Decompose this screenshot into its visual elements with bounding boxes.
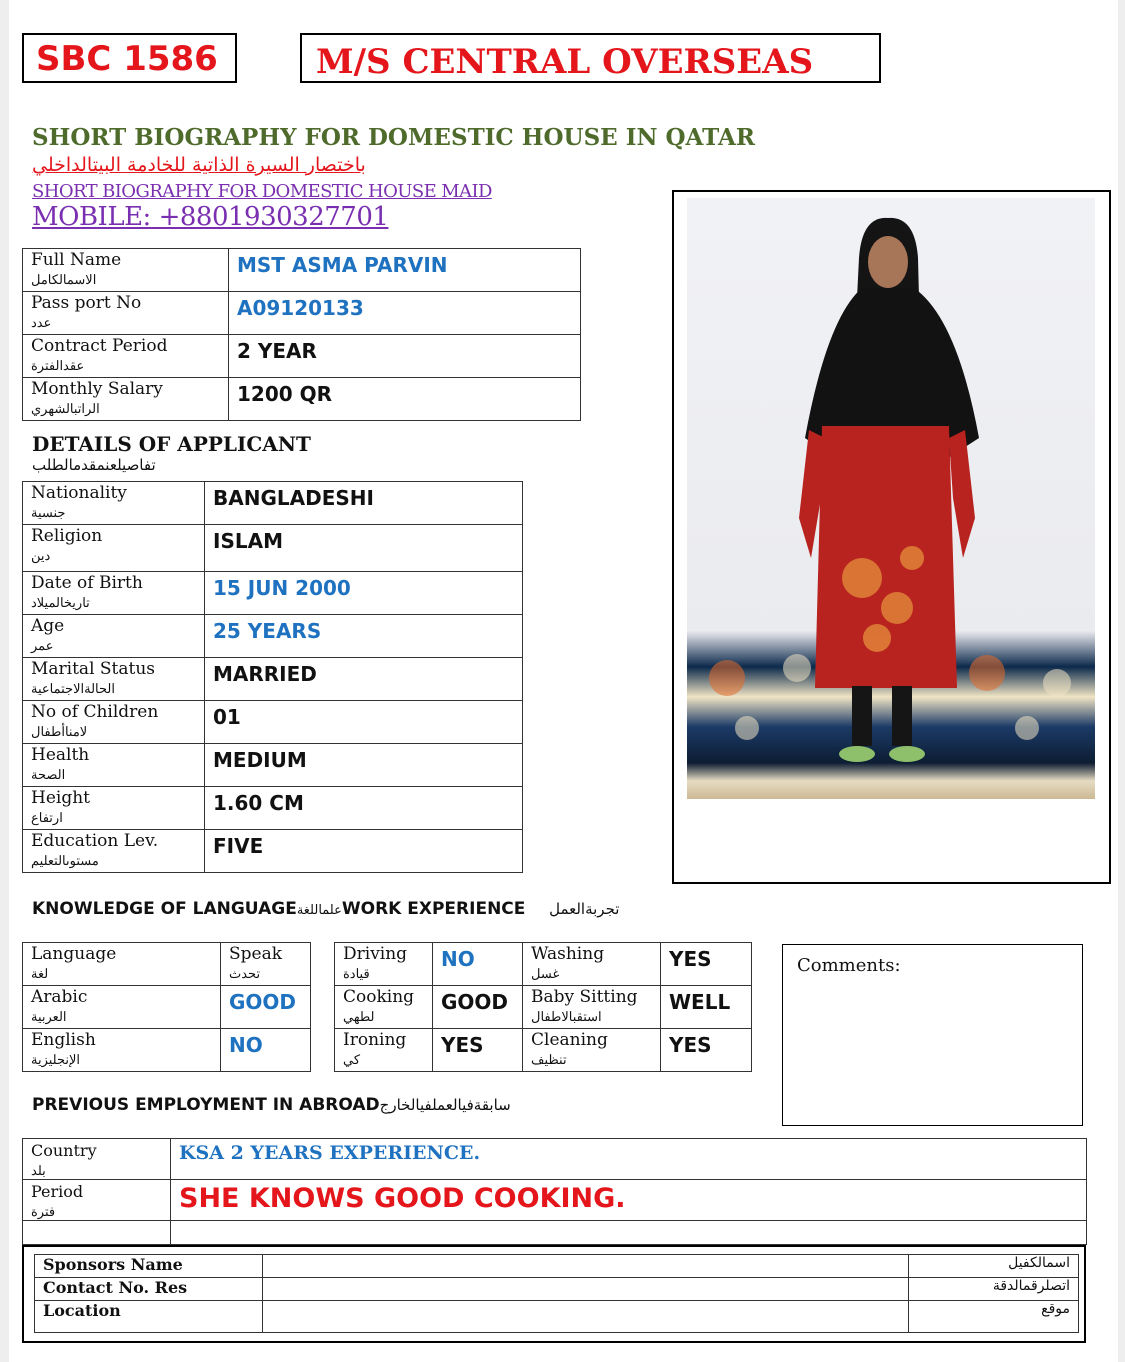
applicant-photo-figure [687, 198, 1095, 799]
country-label-ar: بلد [31, 1164, 46, 1179]
table-row [35, 1278, 1079, 1301]
period-value: SHE KNOWS GOOD COOKING. [171, 1180, 1087, 1221]
agency-text: M/S CENTRAL OVERSEAS [316, 42, 814, 82]
page-edge-right [1118, 0, 1125, 1362]
location-field[interactable] [263, 1301, 909, 1333]
salary-value: 1200 QR [229, 378, 581, 421]
language-heading: KNOWLEDGE OF LANGUAGE [32, 899, 297, 919]
marital-value: MARRIED [205, 658, 523, 701]
language-col-label-ar: لغة [31, 967, 49, 982]
sub-title: SHORT BIOGRAPHY FOR DOMESTIC HOUSE MAID [32, 181, 492, 202]
field-label: Contract Period [31, 336, 168, 356]
period-label: Period [31, 1182, 84, 1201]
table-row [23, 986, 311, 1029]
table-row [23, 943, 311, 986]
table-row [23, 482, 523, 525]
contact-label-ar: اتصلرقمالدقة [909, 1278, 1079, 1301]
code-box [22, 33, 237, 83]
field-label: Health [31, 745, 90, 765]
comments-box[interactable] [782, 944, 1083, 1126]
field-label-ar: تاريخالميلاد [31, 596, 90, 611]
field-label-ar: ارتفاع [31, 811, 63, 826]
code-text: SBC 1586 [36, 39, 218, 79]
field-label: Marital Status [31, 659, 156, 679]
skill-label-ar: استقبالاطفال [531, 1010, 602, 1025]
height-value: 1.60 CM [205, 787, 523, 830]
country-value: KSA 2 YEARS EXPERIENCE. [171, 1139, 1087, 1180]
period-label-ar: فترة [31, 1205, 56, 1220]
field-label: Pass port No [31, 293, 142, 313]
field-label: No of Children [31, 702, 159, 722]
page-edge-left [0, 0, 9, 1362]
health-value: MEDIUM [205, 744, 523, 787]
table-row [23, 658, 523, 701]
religion-value: ISLAM [205, 525, 523, 572]
work-heading-ar: تجربةالعمل [549, 900, 620, 918]
language-name: English [31, 1030, 96, 1050]
skill-label-ar: لطهي [343, 1010, 375, 1025]
field-label-ar: دين [31, 549, 51, 564]
field-label-ar: الاسمالكامل [31, 273, 97, 288]
field-label: Religion [31, 526, 103, 546]
language-heading-ar: علماللغة [296, 903, 342, 918]
table-row [23, 378, 581, 421]
dob-value: 15 JUN 2000 [205, 572, 523, 615]
location-label: Location [35, 1301, 263, 1333]
details-heading-ar: تفاصيلعنمقدمالطلب [32, 456, 156, 474]
applicant-photo [687, 198, 1095, 799]
table-row [35, 1301, 1079, 1333]
previous-heading-ar: سابقةفيالعملفيالخارج [379, 1096, 511, 1114]
sponsor-outer-box [22, 1245, 1086, 1343]
field-label: Age [31, 616, 65, 636]
table-row [23, 292, 581, 335]
previous-employment-table [22, 1138, 1087, 1245]
skill-label: Baby Sitting [531, 987, 638, 1007]
table-row [23, 744, 523, 787]
table-row [35, 1255, 1079, 1278]
skill-label: Washing [531, 944, 605, 964]
field-label-ar: عقدالفترة [31, 359, 85, 374]
country-label: Country [31, 1141, 97, 1160]
mobile-number: MOBILE: +8801930327701 [32, 202, 389, 232]
table-row [23, 249, 581, 292]
table-row [335, 1029, 752, 1072]
children-value: 01 [205, 701, 523, 744]
language-name-ar: العربية [31, 1010, 67, 1025]
field-label-ar: جنسية [31, 506, 66, 521]
skill-label: Cooking [343, 987, 415, 1007]
cooking-value: GOOD [433, 986, 523, 1029]
previous-heading-text: PREVIOUS EMPLOYMENT IN ABROAD [32, 1095, 380, 1115]
skill-label-ar: غسل [531, 967, 560, 982]
arabic-title: باختصار السيرة الذاتية للخادمة البيتالداخلي [32, 154, 366, 176]
field-label-ar: عمر [31, 639, 54, 654]
age-value: 25 YEARS [205, 615, 523, 658]
language-table [22, 942, 311, 1072]
table-row [23, 525, 523, 572]
english-level: NO [221, 1029, 311, 1072]
table-row [23, 787, 523, 830]
field-label: Full Name [31, 250, 122, 270]
table-row [335, 943, 752, 986]
contact-label: Contact No. Res [35, 1278, 263, 1301]
skill-label: Ironing [343, 1030, 407, 1050]
work-experience-table [334, 942, 752, 1072]
location-label-ar: موقع [909, 1301, 1079, 1333]
field-label: Education Lev. [31, 831, 159, 851]
field-label: Monthly Salary [31, 379, 163, 399]
washing-value: YES [661, 943, 752, 986]
details-table [22, 481, 523, 873]
table-row [23, 1029, 311, 1072]
sponsor-table [34, 1254, 1079, 1333]
sponsor-name-label: Sponsors Name [35, 1255, 263, 1278]
skill-label: Driving [343, 944, 408, 964]
field-label-ar: لامناأطفال [31, 725, 88, 740]
passport-value: A09120133 [229, 292, 581, 335]
field-label-ar: عدد [31, 316, 52, 331]
table-row [23, 335, 581, 378]
table-row [23, 1180, 1087, 1221]
table-row [23, 701, 523, 744]
skill-label-ar: تنظيف [531, 1053, 567, 1068]
language-col-label: Language [31, 944, 117, 964]
arabic-level: GOOD [221, 986, 311, 1029]
details-heading [32, 432, 311, 474]
work-heading: WORK EXPERIENCE [341, 899, 526, 919]
sponsor-name-field[interactable] [263, 1255, 909, 1278]
baby-sitting-value: WELL [661, 986, 752, 1029]
cleaning-value: YES [661, 1029, 752, 1072]
field-label: Date of Birth [31, 573, 143, 593]
agency-box [300, 33, 881, 83]
full-name-value: MST ASMA PARVIN [229, 249, 581, 292]
language-name: Arabic [31, 987, 88, 1007]
skills-heading [32, 899, 619, 919]
field-label: Nationality [31, 483, 127, 503]
field-label-ar: مستوىالتعليم [31, 854, 99, 869]
contract-value: 2 YEAR [229, 335, 581, 378]
table-row [23, 830, 523, 873]
table-row [23, 1221, 1087, 1245]
field-label: Height [31, 788, 90, 808]
field-label-ar: الصحة [31, 768, 66, 783]
table-row [23, 615, 523, 658]
education-value: FIVE [205, 830, 523, 873]
table-row [23, 572, 523, 615]
language-name-ar: الإنجليزية [31, 1053, 81, 1068]
sponsor-name-label-ar: اسمالكفيل [909, 1255, 1079, 1278]
main-title: SHORT BIOGRAPHY FOR DOMESTIC HOUSE IN QATAR [32, 124, 755, 151]
table-row [335, 986, 752, 1029]
basic-info-table [22, 248, 581, 421]
comments-label: Comments: [797, 955, 901, 976]
details-heading-text: DETAILS OF APPLICANT [32, 432, 311, 456]
driving-value: NO [433, 943, 523, 986]
skill-label-ar: كي [343, 1053, 361, 1068]
speak-col-label: Speak [229, 944, 283, 964]
field-label-ar: الراتبالشهري [31, 402, 100, 417]
nationality-value: BANGLADESHI [205, 482, 523, 525]
previous-heading [32, 1095, 511, 1115]
skill-label: Cleaning [531, 1030, 608, 1050]
contact-field[interactable] [263, 1278, 909, 1301]
table-row [23, 1139, 1087, 1180]
ironing-value: YES [433, 1029, 523, 1072]
field-label-ar: الحالةالاجتماعية [31, 682, 115, 697]
speak-col-label-ar: تحدث [229, 967, 261, 982]
skill-label-ar: قيادة [343, 967, 370, 982]
